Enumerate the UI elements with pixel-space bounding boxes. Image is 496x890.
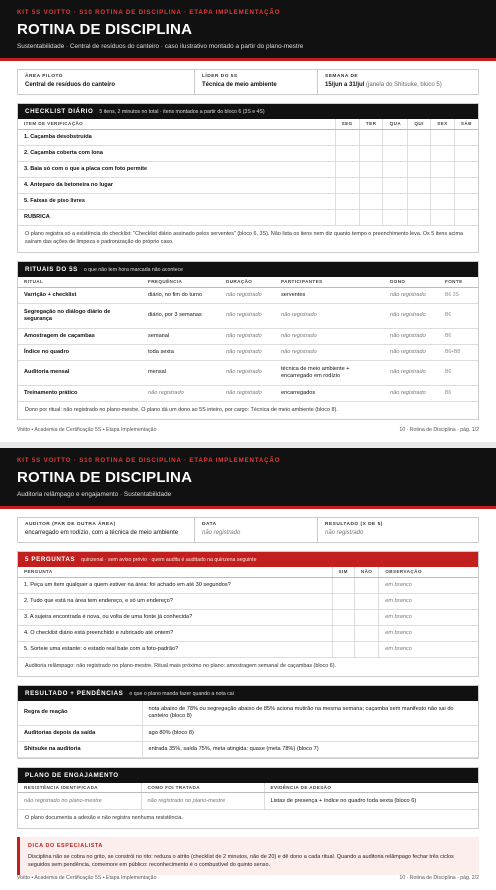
ritual-participants: não registrado bbox=[275, 344, 384, 360]
answer-no-cell[interactable] bbox=[354, 578, 378, 594]
info-box bbox=[17, 69, 479, 95]
check-cell[interactable] bbox=[383, 210, 408, 226]
results-subtitle: o que o plano manda fazer quando a nota cai bbox=[129, 691, 234, 698]
col-sab: SÁB bbox=[454, 119, 478, 129]
ritual-owner: não registrado bbox=[384, 303, 439, 328]
leader-value: Técnica de meio ambiente bbox=[202, 81, 277, 88]
check-cell[interactable] bbox=[335, 178, 359, 194]
question-observation: em branco bbox=[379, 626, 478, 642]
rituals-note: Dono por ritual: não registrado no plano-mestre. O plano dá um dono ao 5S inteiro, por cargo: Técnica de meio ambiente (bloco 8). bbox=[25, 406, 338, 413]
col-participantes: PARTICIPANTES bbox=[275, 277, 384, 287]
check-cell[interactable] bbox=[430, 146, 454, 162]
ritual-duration: não registrado bbox=[220, 344, 275, 360]
col-seg: SEG bbox=[335, 119, 359, 129]
check-cell[interactable] bbox=[383, 130, 408, 146]
info-box bbox=[17, 517, 479, 543]
engagement-treatment: não registrado no plano-mestre bbox=[141, 793, 264, 810]
table-row bbox=[18, 725, 478, 741]
footer-left: Voitto • Academia de Certificação 5S • Etapa Implementação bbox=[17, 874, 157, 881]
footer-right: 10 · Rotina de Disciplina · pág. 2/2 bbox=[399, 874, 479, 881]
check-cell[interactable] bbox=[335, 210, 359, 226]
check-cell[interactable] bbox=[408, 194, 431, 210]
ritual-source: B6 bbox=[439, 385, 478, 401]
check-cell[interactable] bbox=[359, 194, 383, 210]
tip-text: Disciplina não se cobra no grito, se constrói no rito: reduza o atrito (checklist de 2 minutos, não de 20) e dê dono a cada ritual. Quando a auditoria relâmpago fechar três ciclos seguidos sem pendência, comemore em público: reconhecimento é o combustível do quinto senso. bbox=[28, 853, 454, 869]
rituals-title: RITUAIS DO 5S bbox=[25, 265, 78, 273]
date-label: DATA bbox=[202, 522, 217, 527]
table-row bbox=[18, 344, 478, 360]
col-qui: QUI bbox=[408, 119, 431, 129]
info-area bbox=[18, 70, 195, 94]
answer-yes-cell[interactable] bbox=[332, 610, 354, 626]
ritual-owner: não registrado bbox=[384, 385, 439, 401]
answer-no-cell[interactable] bbox=[354, 610, 378, 626]
col-pergunta: PERGUNTA bbox=[18, 567, 332, 577]
table-row bbox=[18, 210, 478, 226]
results-section bbox=[17, 685, 479, 759]
result-key: Shitsuke na auditoria bbox=[18, 741, 142, 757]
week-label: SEMANA DE bbox=[325, 74, 359, 79]
answer-yes-cell[interactable] bbox=[332, 642, 354, 658]
info-week bbox=[318, 70, 478, 94]
col-tratamento: COMO FOI TRATADA bbox=[141, 783, 264, 793]
area-label: ÁREA PILOTO bbox=[25, 74, 64, 79]
page-2 bbox=[0, 448, 496, 890]
rubrica-label: RUBRICA bbox=[18, 210, 335, 226]
question-text: 2. Tudo que está na área tem endereço, e só um endereço? bbox=[18, 594, 332, 610]
week-note: (janela do Shitsuke, bloco 5) bbox=[366, 81, 442, 88]
results-table bbox=[18, 701, 478, 758]
check-cell[interactable] bbox=[383, 162, 408, 178]
check-cell[interactable] bbox=[383, 194, 408, 210]
ritual-source: B6 bbox=[439, 360, 478, 385]
footer-left: Voitto • Academia de Certificação 5S • Etapa Implementação bbox=[17, 426, 157, 433]
table-row bbox=[18, 146, 478, 162]
checklist-note: O plano registra só a existência do checklist: "Checklist diário assinado pelos serventes" (bloco 6, 3S). Não lista os itens nem diz quanto tempo o preenchimento leva. Os 5 itens acima saíram das ações de limpeza e padronização do próprio caso. bbox=[25, 231, 463, 246]
checklist-title: CHECKLIST DIÁRIO bbox=[25, 108, 94, 116]
check-cell[interactable] bbox=[359, 130, 383, 146]
page-header bbox=[0, 448, 496, 506]
ritual-frequency: não registrado bbox=[142, 385, 220, 401]
checklist-section bbox=[17, 103, 479, 252]
check-cell[interactable] bbox=[454, 162, 478, 178]
ritual-name: Amostragem de caçambas bbox=[18, 328, 142, 344]
answer-yes-cell[interactable] bbox=[332, 626, 354, 642]
ritual-participants: não registrado bbox=[275, 303, 384, 328]
check-cell[interactable] bbox=[335, 146, 359, 162]
question-text: 1. Peça um item qualquer a quem estiver na área: foi achado em até 30 segundos? bbox=[18, 578, 332, 594]
ritual-owner: não registrado bbox=[384, 360, 439, 385]
ritual-frequency: diário, no fim do turno bbox=[142, 287, 220, 303]
table-row bbox=[18, 328, 478, 344]
footer-right: 10 · Rotina de Disciplina · pág. 1/2 bbox=[399, 426, 479, 433]
table-row bbox=[18, 741, 478, 757]
check-cell[interactable] bbox=[359, 146, 383, 162]
questions-note: Auditoria relâmpago: não registrado no plano-mestre. Ritual mais próximo no plano: amostragem semanal de caçambas (bloco 6). bbox=[25, 663, 337, 670]
header-kicker: KIT 5S VOITTO · S10 ROTINA DE DISCIPLINA · ETAPA IMPLEMENTAÇÃO bbox=[17, 457, 281, 464]
check-cell[interactable] bbox=[430, 210, 454, 226]
table-row bbox=[18, 194, 478, 210]
result-value: nota abaixo de 78% ou segregação abaixo de 85% aciona mutirão na mesma semana; caçamba sem manifesto não sai do canteiro (bloco 8) bbox=[142, 701, 478, 725]
ritual-participants: não registrado bbox=[275, 328, 384, 344]
ritual-owner: não registrado bbox=[384, 344, 439, 360]
col-resistencia: RESISTÊNCIA IDENTIFICADA bbox=[18, 783, 141, 793]
question-observation: em branco bbox=[379, 610, 478, 626]
rituals-header-row bbox=[18, 277, 478, 287]
check-cell[interactable] bbox=[454, 146, 478, 162]
area-value: Central de resíduos do canteiro bbox=[25, 81, 116, 88]
check-cell[interactable] bbox=[408, 210, 431, 226]
engagement-header-row bbox=[18, 783, 478, 793]
question-observation: em branco bbox=[379, 594, 478, 610]
col-observacao: OBSERVAÇÃO bbox=[379, 567, 478, 577]
red-divider bbox=[0, 58, 496, 61]
check-cell[interactable] bbox=[359, 162, 383, 178]
col-sex: SEX bbox=[430, 119, 454, 129]
auditor-label: AUDITOR (PAR DE OUTRA ÁREA) bbox=[25, 522, 116, 527]
ritual-frequency: toda sexta bbox=[142, 344, 220, 360]
table-row bbox=[18, 793, 478, 810]
col-item: ITEM DE VERIFICAÇÃO bbox=[18, 119, 335, 129]
ritual-source: B6·3S bbox=[439, 287, 478, 303]
info-leader bbox=[195, 70, 318, 94]
expert-tip bbox=[17, 837, 479, 875]
questions-header bbox=[18, 552, 478, 567]
result-value: ago 80% (bloco 8) bbox=[142, 725, 478, 741]
col-ritual: RITUAL bbox=[18, 277, 142, 287]
ritual-name: Índice no quadro bbox=[18, 344, 142, 360]
check-cell[interactable] bbox=[430, 130, 454, 146]
results-title: RESULTADO + PENDÊNCIAS bbox=[25, 690, 124, 698]
questions-header-row bbox=[18, 567, 478, 577]
ritual-frequency: semanal bbox=[142, 328, 220, 344]
page-subtitle: Sustentabilidade · Central de resíduos do canteiro · caso ilustrativo montado a partir do plano-mestre bbox=[17, 42, 304, 50]
ritual-name: Treinamento prático bbox=[18, 385, 142, 401]
table-row bbox=[18, 626, 478, 642]
table-row bbox=[18, 162, 478, 178]
results-header bbox=[18, 686, 478, 701]
ritual-frequency: mensal bbox=[142, 360, 220, 385]
week-value-line bbox=[325, 82, 471, 90]
col-nao: NÃO bbox=[354, 567, 378, 577]
question-observation: em branco bbox=[379, 642, 478, 658]
table-row bbox=[18, 610, 478, 626]
check-cell[interactable] bbox=[454, 194, 478, 210]
checklist-item: 5. Faixas de piso livres bbox=[18, 194, 335, 210]
page-header bbox=[0, 0, 496, 58]
answer-yes-cell[interactable] bbox=[332, 578, 354, 594]
questions-table bbox=[18, 567, 478, 658]
col-duracao: DURAÇÃO bbox=[220, 277, 275, 287]
leader-label: LÍDER DO 5S bbox=[202, 74, 238, 79]
table-row bbox=[18, 287, 478, 303]
question-text: 4. O checklist diário está preenchido e rubricado até ontem? bbox=[18, 626, 332, 642]
checklist-item: 4. Anteparo da betoneira no lugar bbox=[18, 178, 335, 194]
engagement-evidence: Listas de presença + índice no quadro toda sexta (bloco 6) bbox=[264, 793, 478, 810]
info-date bbox=[195, 518, 318, 542]
date-value: não registrado bbox=[202, 529, 241, 536]
red-divider bbox=[0, 506, 496, 509]
engagement-resistance: não registrado no plano-mestre bbox=[18, 793, 141, 810]
check-cell[interactable] bbox=[454, 130, 478, 146]
result-label: RESULTADO (X DE 5) bbox=[325, 522, 383, 527]
answer-no-cell[interactable] bbox=[354, 642, 378, 658]
col-ter: TER bbox=[359, 119, 383, 129]
col-sim: SIM bbox=[332, 567, 354, 577]
table-row bbox=[18, 130, 478, 146]
ritual-duration: não registrado bbox=[220, 360, 275, 385]
ritual-owner: não registrado bbox=[384, 328, 439, 344]
ritual-duration: não registrado bbox=[220, 385, 275, 401]
ritual-participants: serventes bbox=[275, 287, 384, 303]
check-cell[interactable] bbox=[383, 146, 408, 162]
table-row bbox=[18, 701, 478, 725]
check-cell[interactable] bbox=[335, 162, 359, 178]
ritual-duration: não registrado bbox=[220, 287, 275, 303]
ritual-source: B6 bbox=[439, 303, 478, 328]
week-value: 15/jun a 31/jul bbox=[325, 81, 365, 88]
engagement-table bbox=[18, 783, 478, 811]
rituals-table bbox=[18, 277, 478, 402]
check-cell[interactable] bbox=[335, 194, 359, 210]
page-title: ROTINA DE DISCIPLINA bbox=[17, 468, 193, 486]
questions-title: 5 PERGUNTAS bbox=[25, 556, 76, 564]
checklist-item: 1. Caçamba desobstruída bbox=[18, 130, 335, 146]
info-result bbox=[318, 518, 478, 542]
checklist-subtitle: 5 itens, 2 minutos no total · itens montados a partir do bloco 6 (3S e 4S) bbox=[99, 109, 265, 116]
check-cell[interactable] bbox=[359, 210, 383, 226]
question-text: 5. Sorteie uma estante: o estado real bate com a foto-padrão? bbox=[18, 642, 332, 658]
check-cell[interactable] bbox=[430, 194, 454, 210]
auditor-value: encarregado em rodízio, com a técnica de meio ambiente bbox=[25, 529, 179, 536]
col-qua: QUA bbox=[383, 119, 408, 129]
answer-no-cell[interactable] bbox=[354, 626, 378, 642]
check-cell[interactable] bbox=[335, 130, 359, 146]
col-frequencia: FREQUÊNCIA bbox=[142, 277, 220, 287]
checklist-item: 2. Caçamba coberta com lona bbox=[18, 146, 335, 162]
tip-label: DICA DO ESPECIALISTA bbox=[28, 843, 103, 850]
page-title: ROTINA DE DISCIPLINA bbox=[17, 20, 193, 38]
engagement-header bbox=[18, 768, 478, 783]
table-row bbox=[18, 360, 478, 385]
questions-section bbox=[17, 551, 479, 677]
result-key: Auditorias depois da saída bbox=[18, 725, 142, 741]
checklist-table bbox=[18, 119, 478, 226]
table-row bbox=[18, 178, 478, 194]
rituals-section bbox=[17, 261, 479, 421]
ritual-name: Segregação no diálogo diário de segurança bbox=[18, 303, 142, 328]
page-subtitle: Auditoria relâmpago e engajamento · Sustentabilidade bbox=[17, 490, 172, 498]
table-row bbox=[18, 642, 478, 658]
check-cell[interactable] bbox=[408, 146, 431, 162]
engagement-note: O plano documenta a adesão e não registra nenhuma resistência. bbox=[25, 815, 183, 822]
col-fonte: FONTE bbox=[439, 277, 478, 287]
check-cell[interactable] bbox=[430, 178, 454, 194]
page-footer bbox=[17, 875, 479, 882]
check-cell[interactable] bbox=[408, 162, 431, 178]
questions-subtitle: quinzenal · sem aviso prévio · quem audita é auditado na quinzena seguinte bbox=[81, 557, 257, 564]
question-observation: em branco bbox=[379, 578, 478, 594]
engagement-title: PLANO DE ENGAJAMENTO bbox=[25, 771, 119, 779]
header-kicker: KIT 5S VOITTO · S10 ROTINA DE DISCIPLINA · ETAPA IMPLEMENTAÇÃO bbox=[17, 9, 281, 16]
ritual-participants: técnica de meio ambiente + encarregado em rodízio bbox=[275, 360, 384, 385]
ritual-source: B6+B8 bbox=[439, 344, 478, 360]
ritual-duration: não registrado bbox=[220, 328, 275, 344]
check-cell[interactable] bbox=[408, 178, 431, 194]
ritual-name: Auditoria mensal bbox=[18, 360, 142, 385]
question-text: 3. A sujeira encontrada é nova, ou volta de uma fonte já conhecida? bbox=[18, 610, 332, 626]
check-cell[interactable] bbox=[383, 178, 408, 194]
result-value: não registrado bbox=[325, 529, 364, 536]
col-evidencia: EVIDÊNCIA DE ADESÃO bbox=[264, 783, 478, 793]
checklist-header bbox=[18, 104, 478, 119]
ritual-name: Varrição + checklist bbox=[18, 287, 142, 303]
check-cell[interactable] bbox=[454, 178, 478, 194]
result-key: Regra de reação bbox=[18, 701, 142, 725]
rituals-subtitle: o que não tem hora marcada não acontece bbox=[83, 266, 184, 273]
answer-no-cell[interactable] bbox=[354, 594, 378, 610]
page-1 bbox=[0, 0, 496, 442]
checklist-item: 3. Baia só com o que a placa com foto permite bbox=[18, 162, 335, 178]
ritual-participants: encarregados bbox=[275, 385, 384, 401]
table-row bbox=[18, 594, 478, 610]
ritual-frequency: diário, por 3 semanas bbox=[142, 303, 220, 328]
engagement-section bbox=[17, 767, 479, 830]
checklist-header-row bbox=[18, 119, 478, 129]
answer-yes-cell[interactable] bbox=[332, 594, 354, 610]
table-row bbox=[18, 578, 478, 594]
page-footer bbox=[17, 427, 479, 434]
check-cell[interactable] bbox=[408, 130, 431, 146]
check-cell[interactable] bbox=[454, 210, 478, 226]
table-row bbox=[18, 385, 478, 401]
col-dono: DONO bbox=[384, 277, 439, 287]
table-row bbox=[18, 303, 478, 328]
ritual-duration: não registrado bbox=[220, 303, 275, 328]
rituals-header bbox=[18, 262, 478, 277]
info-auditor bbox=[18, 518, 195, 542]
check-cell[interactable] bbox=[359, 178, 383, 194]
ritual-owner: não registrado bbox=[384, 287, 439, 303]
ritual-source: B6 bbox=[439, 328, 478, 344]
result-value: entrada 35%, saída 75%, meta atingida: quase (meta 78%) (bloco 7) bbox=[142, 741, 478, 757]
check-cell[interactable] bbox=[430, 162, 454, 178]
